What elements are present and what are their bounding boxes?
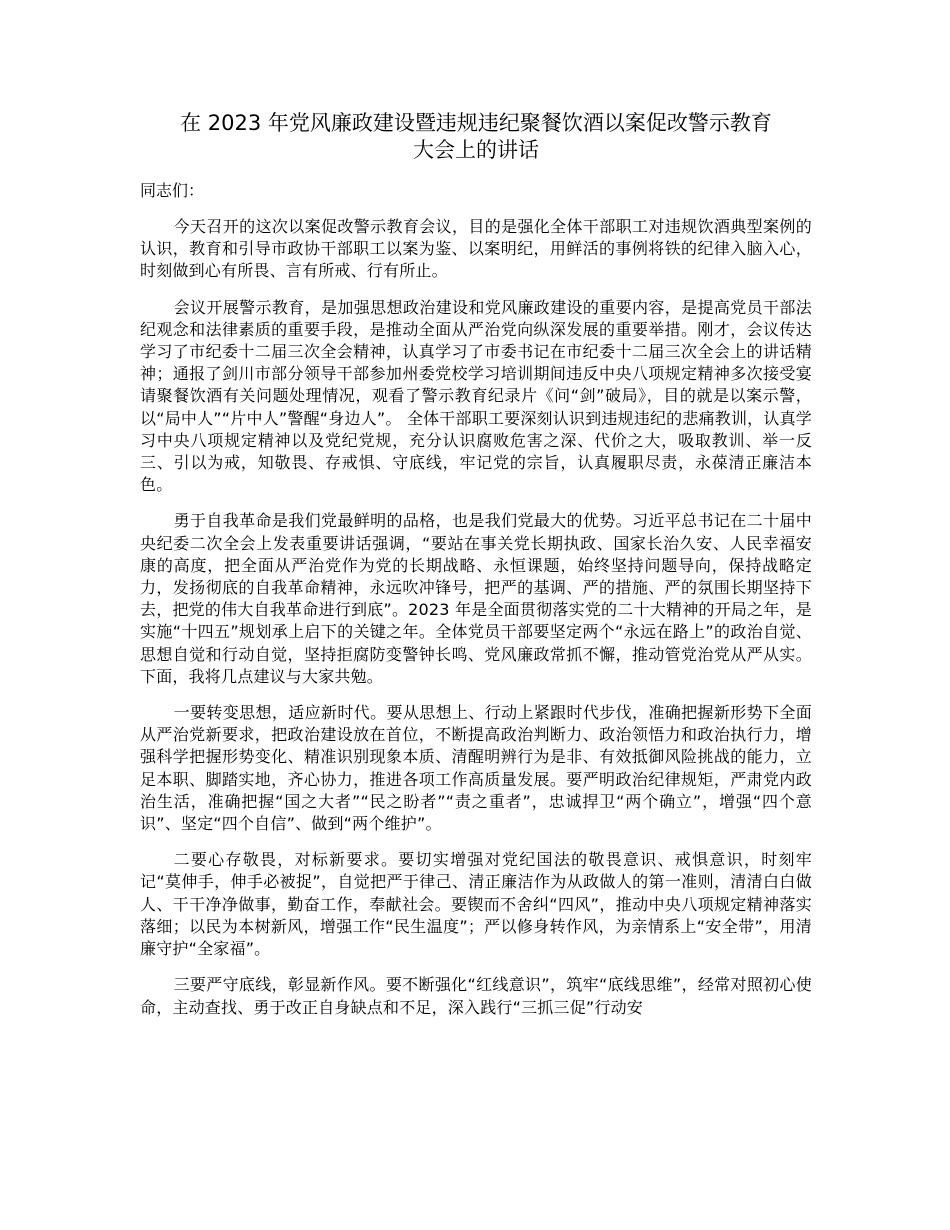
document-page [140, 110, 812, 1033]
title-line-2: 大会上的讲话 [413, 138, 539, 162]
paragraph-point-3: 三要严守底线，彰显新作风。要不断强化“红线意识”，筑牢“底线思维”，经常对照初心使命，主动查找、勇于改正自身缺点和不足，深入践行“三抓三促”行动安 [140, 975, 812, 1017]
paragraph-point-1: 一要转变思想，适应新时代。要从思想上、行动上紧跟时代步伐，准确把握新形势下全面从严治党新要求，把政治建设放在首位，不断提高政治判断力、政治领悟力和政治执行力，增强科学把握形势变化、精准识别现象本质、清醒明辨行为是非、有效抵御风险挑战的能力，立足本职、脚踏实地，齐心协力，推进各项工作高质量发展。要严明政治纪律规矩，严肃党内政治生活，准确把握“国之大者”“民之盼者”“责之重者”，忠诚捍卫“两个确立”，增强“四个意识”、坚定“四个自信”、做到“两个维护”。 [140, 703, 812, 834]
paragraph-intro: 今天召开的这次以案促改警示教育会议，目的是强化全体干部职工对违规饮酒典型案例的认识，教育和引导市政协干部职工以案为鉴、以案明纪，用鲜活的事例将铁的纪律入脑入心，时刻做到心有所畏、言有所戒、行有所止。 [140, 217, 812, 281]
document-title [140, 110, 812, 164]
title-line-1: 在 2023 年党风廉政建设暨违规违纪聚餐饮酒以案促改警示教育 [180, 111, 772, 135]
paragraph-self-revolution: 勇于自我革命是我们党最鲜明的品格，也是我们党最大的优势。习近平总书记在二十届中央纪委二次全会上发表重要讲话强调，“要站在事关党长期执政、国家长治久安、人民幸福安康的高度，把全面从严治党作为党的长期战略、永恒课题，始终坚持问题导向，保持战略定力，发扬彻底的自我革命精神，永远吹冲锋号，把严的基调、严的措施、严的氛围长期坚持下去，把党的伟大自我革命进行到底”。2023 年是全面贯彻落实党的二十大精神的开局之年，是实施“十四五”规划承上启下的关键之年。全体党员干部要坚定两个“永远在路上”的政治自觉、思想自觉和行动自觉，坚持拒腐防变警钟长鸣、党风廉政常抓不懈，推动管党治党从严从实。下面，我将几点建议与大家共勉。 [140, 511, 812, 686]
salutation: 同志们： [140, 181, 205, 200]
paragraph-point-2: 二要心存敬畏，对标新要求。要切实增强对党纪国法的敬畏意识、戒惧意识，时刻牢记“莫伸手，伸手必被捉”，自觉把严于律己、清正廉洁作为从政做人的第一准则，清清白白做人、干干净净做事，勤奋工作，奉献社会。要锲而不舍纠“四风”，推动中央八项规定精神落实落细；以民为本树新风，增强工作“民生温度”；严以修身转作风，为亲情系上“安全带”，用清廉守护“全家福”。 [140, 850, 812, 959]
paragraph-meeting: 会议开展警示教育，是加强思想政治建设和党风廉政建设的重要内容，是提高党员干部法纪观念和法律素质的重要手段，是推动全面从严治党向纵深发展的重要举措。刚才，会议传达学习了市纪委十二届三次全会精神，认真学习了市委书记在市纪委十二届三次全会上的讲话精神；通报了剑川市部分领导干部参加州委党校学习培训期间违反中央八项规定精神多次接受宴请聚餐饮酒有关问题处理情况，观看了警示教育纪录片《问“剑”破局》，目的就是以案示警，以“局中人”“片中人”警醒“身边人”。 全体干部职工要深刻认识到违规违纪的悲痛教训，认真学习中央八项规定精神以及党纪党规，充分认识腐败危害之深、代价之大，吸取教训、举一反三、引以为戒，知敬畏、存戒惧、守底线，牢记党的宗旨，认真履职尽责，永葆清正廉洁本色。 [140, 297, 812, 495]
